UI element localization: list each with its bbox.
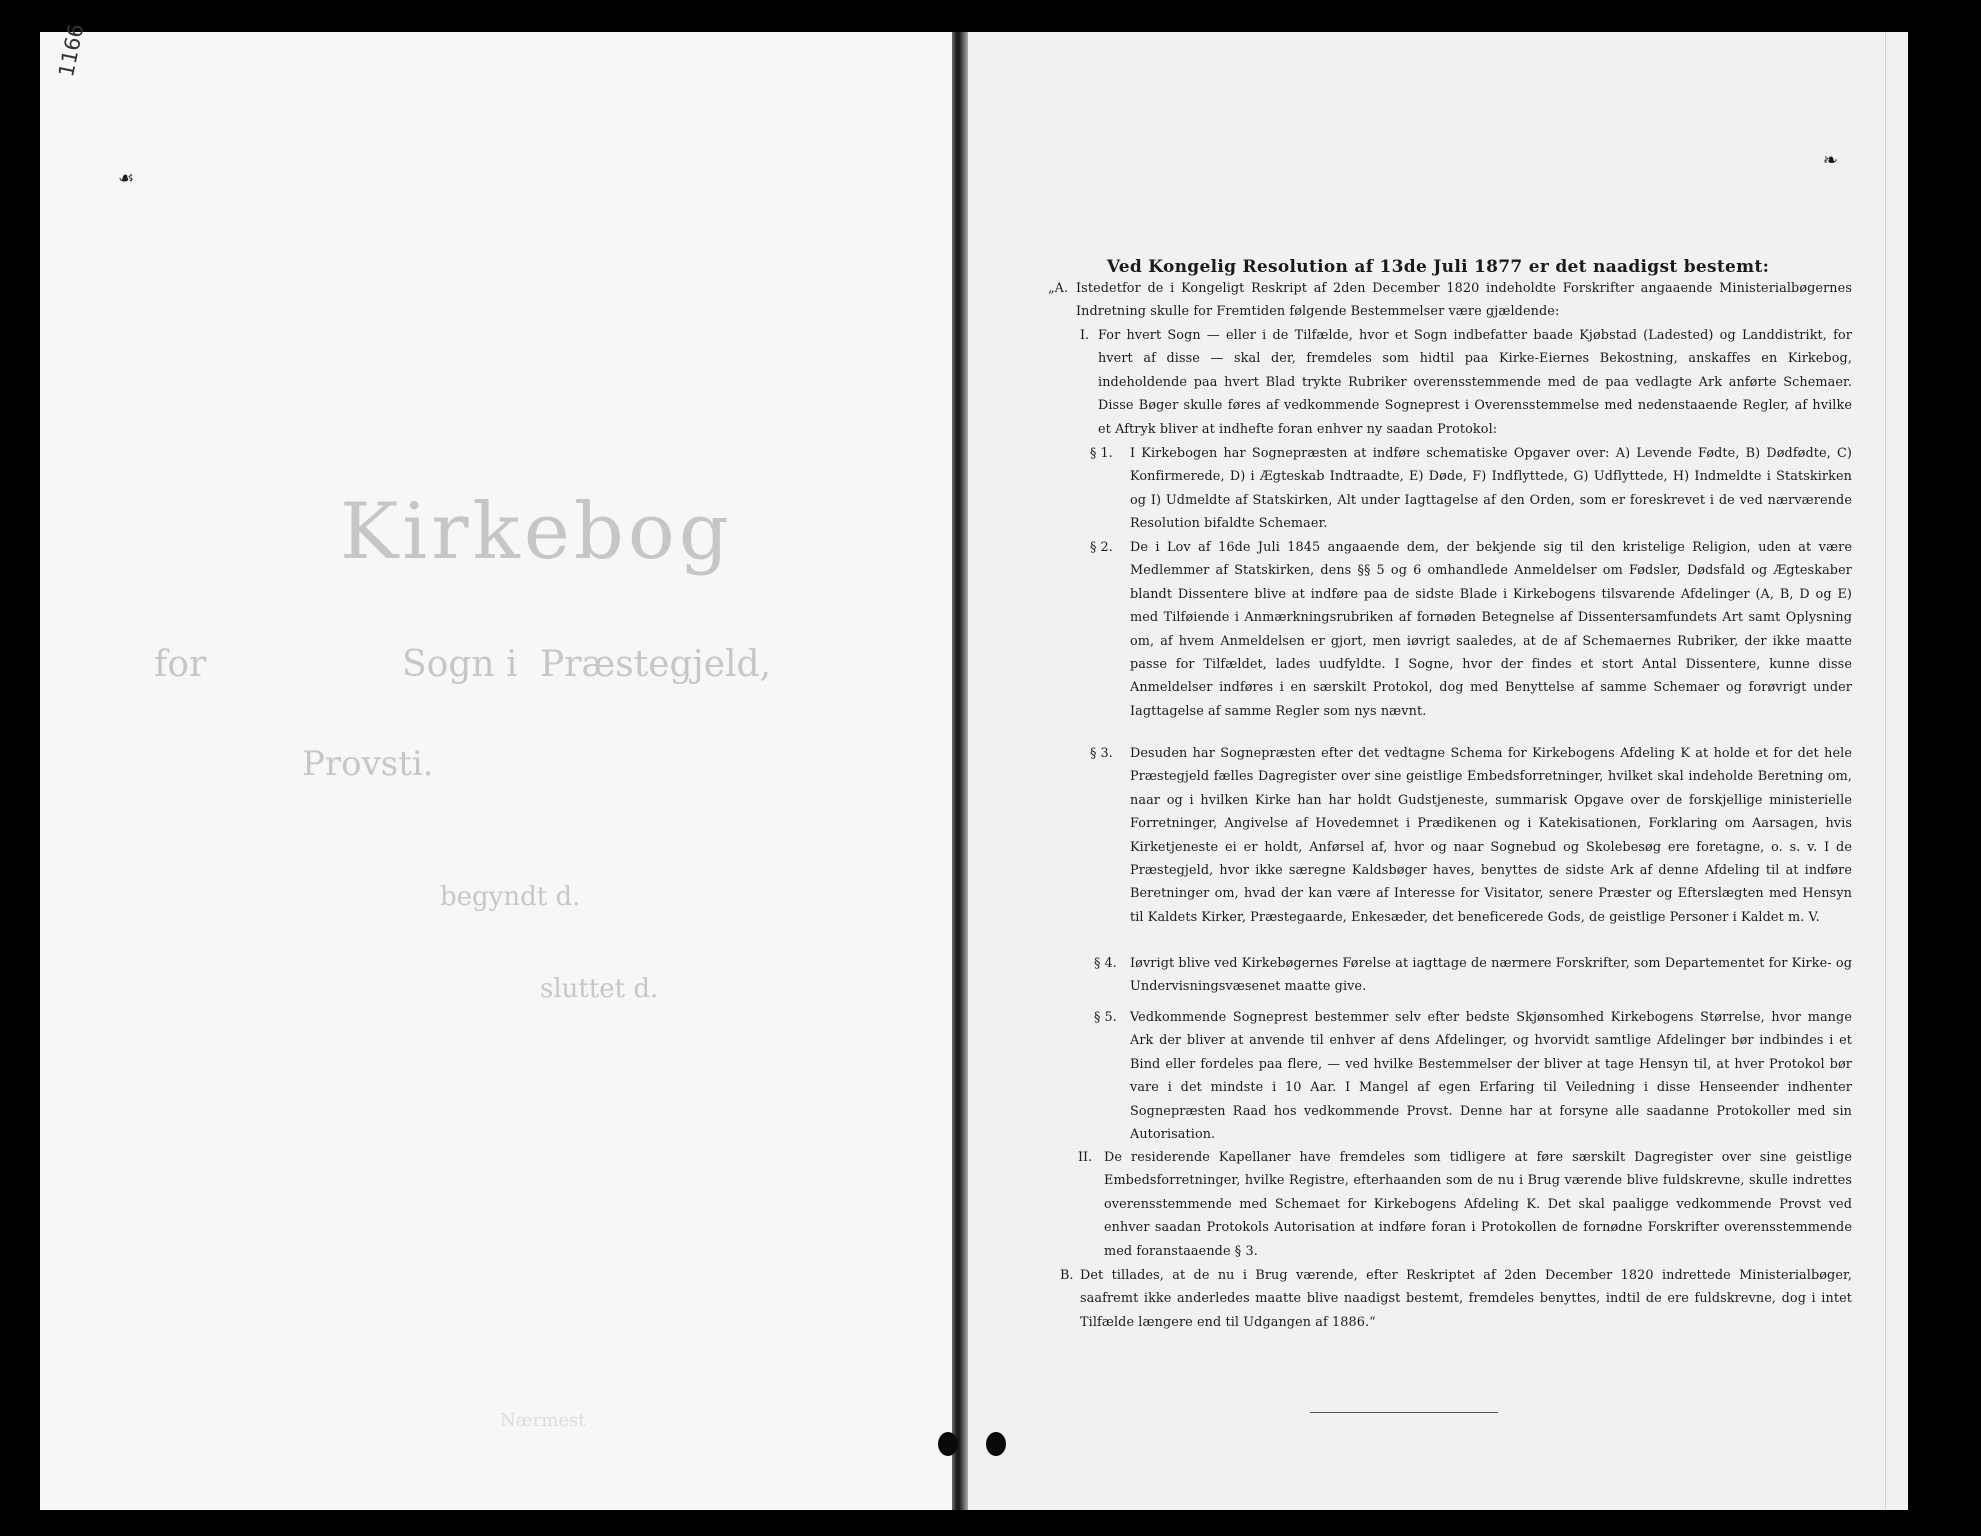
paragraph-1-label: § 1. — [1090, 446, 1113, 461]
paragraph-4-text: Iøvrigt blive ved Kirkebøgernes Førelse at iagttage de nærmere Forskrifter, som Departementet for Kirke- og Undervisningsvæsenet maatte give. — [1130, 956, 1852, 995]
left-page — [40, 21, 952, 1510]
section-a-label: „A. — [1048, 281, 1068, 296]
paragraph-3-label: § 3. — [1090, 746, 1113, 761]
faded-line-provsti: Provsti. — [302, 744, 434, 784]
paragraph-4-label: § 4. — [1094, 956, 1117, 971]
paragraph-2-label: § 2. — [1090, 540, 1113, 555]
paragraph-2-text: De i Lov af 16de Juli 1845 angaaende dem, der bekjende sig til den kristelige Religion, uden at være Medlemmer af Statskirken, dens §§ 5 og 6 omhandlede Anmeldelser om Fødsler, Dødsfald og Ægteskaber blandt Dissentere blive at indføre paa de sidste Blade i Kirkebogens tilsvarende Afdelinger (A, B, D og E) med Tilføiende i Anmærkningsrubriken af fornøden Betegnelse af Dissentersamfundets Art samt Oplysning om, af hvem Anmeldelsen er gjort, men iøvrigt saaledes, at de af Schemaernes Rubriker, der ikke maatte passe for Tilfældet, lades uudfyldte. I Sogne, hvor der findes et stort Antal Dissentere, kunne disse Anmeldelser indføres i en særskilt Protokol, dog med Benyttelse af samme Schemaer og forøvrigt under Iagttagelse af samme Regler som nys nævnt. — [1130, 540, 1852, 719]
section-a-text: Istedetfor de i Kongeligt Reskript af 2den December 1820 indeholdte Forskrifter angaaende Ministerialbøgernes Indretning skulle for Fremtiden følgende Bestemmelser være gjældende: — [1076, 281, 1852, 320]
paragraph-3-text: Desuden har Sognepræsten efter det vedtagne Schema for Kirkebogens Afdeling K at holde et for det hele Præstegjeld fælles Dagregister over sine geistlige Embedsforretninger, hvilket skal indeholde Beretning om, naar og i hvilken Kirke han har holdt Gudstjeneste, summarisk Opgave over de forskjellige ministerielle Forretninger, Angivelse af Hovedemnet i Prædikenen og i Katekisationen, Forklaring om Aarsagen, hvis Kirketjeneste ei er holdt, Anførsel af, hvor og naar Sognebud og Skolebesøg ere foretagne, o. s. v. I de Præstegjeld, hvor ikke særegne Kaldsbøger haves, benyttes de sidste Ark af denne Afdeling til at indføre Beretninger om, hvad der kan være af Interesse for Visitator, senere Præster og Efterslægten med Hensyn til Kaldets Kirker, Præstegaarde, Enkesæder, det beneficerede Gods, de geistlige Personer i Kaldet m. V. — [1130, 746, 1852, 925]
closing-rule — [1310, 1412, 1498, 1413]
ink-mark-icon: ☙ — [118, 168, 135, 189]
section-i-text: For hvert Sogn — eller i de Tilfælde, hvor et Sogn indbefatter baade Kjøbstad (Ladested) og Landdistrikt, for hvert af disse — skal der, fremdeles som hidtil paa Kirke-Eiernes Bekostning, anskaffes en Kirkebog, indeholdende paa hvert Blad trykte Rubriker overensstemmende med de paa vedlagte Ark anførte Schemaer. Disse Bøger skulle føres af vedkommende Sogneprest i Overensstemmelse med nedenstaaende Regler, af hvilke et Aftryk bliver at indhefte foran enhver ny saadan Protokol: — [1098, 328, 1852, 437]
section-ii-label: II. — [1078, 1150, 1093, 1165]
faded-line-for: for — [154, 644, 207, 685]
faded-line-begyndt: begyndt d. — [440, 882, 581, 912]
binding-hole — [986, 1432, 1006, 1456]
paragraph-5-label: § 5. — [1094, 1010, 1117, 1025]
faded-line-praestegjeld: Præstegjeld, — [540, 644, 772, 685]
paragraph-1-text: I Kirkebogen har Sognepræsten at indføre schematiske Opgaver over: A) Levende Fødte, B) Dødfødte, C) Konfirmerede, D) i Ægteskab Indtraadte, E) Døde, F) Indflyttede, G) Udflyttede, H) Indmeldte i Statskirken og I) Udmeldte af Statskirken, Alt under Iagttagelse af den Orden, som er foreskrevet i de ved nærværende Resolution bifaldte Schemaer. — [1130, 446, 1852, 532]
section-b-label: B. — [1060, 1268, 1074, 1283]
section-i-label: I. — [1080, 328, 1090, 343]
resolution-title: Ved Kongelig Resolution af 13de Juli 1877 er det naadigst bestemt: — [1106, 257, 1770, 277]
margin-line — [1885, 32, 1886, 1510]
section-b-text: Det tillades, at de nu i Brug værende, efter Reskriptet af 2den December 1820 indrettede Ministerialbøger, saafremt ikke anderledes maatte blive naadigst bestemt, fremdeles benyttes, indtil de ere fuldskrevne, dog i intet Tilfælde længere end til Udgangen af 1886.“ — [1080, 1268, 1852, 1330]
binding-hole — [938, 1432, 958, 1456]
faded-line-sluttet: sluttet d. — [540, 974, 659, 1004]
faded-footer: Nærmest — [500, 1410, 586, 1431]
right-page — [968, 32, 1908, 1510]
ink-mark-icon: ❧ — [1822, 150, 1838, 171]
handwritten-page-number: 1166 — [54, 21, 89, 79]
section-ii-text: De residerende Kapellaner have fremdeles som tidligere at føre særskilt Dagregister over sine geistlige Embedsforretninger, hvilke Registre, efterhaanden som de nu i Brug værende blive fuldskrevne, skulle indrettes overensstemmende med Schemaet for Kirkebogens Afdeling K. Det skal paaligge vedkommende Provst ved enhver saadan Protokols Autorisation at indføre foran i Protokollen de fornødne Forskrifter overensstemmende med foranstaaende § 3. — [1104, 1150, 1852, 1259]
paragraph-5-text: Vedkommende Sogneprest bestemmer selv efter bedste Skjønsomhed Kirkebogens Størrelse, hvor mange Ark der bliver at anvende til enhver af dens Afdelinger, og hvorvidt samtlige Afdelinger bør indbindes i et Bind eller fordeles paa flere, — ved hvilke Bestemmelser der bliver at tage Hensyn til, at hver Protokol bør vare i det mindste i 10 Aar. I Mangel af egen Erfaring til Veiledning i disse Henseender indhenter Sognepræsten Raad hos vedkommende Provst. Denne har at forsyne alle saadanne Protokoller med sin Autorisation. — [1130, 1010, 1852, 1143]
faded-title: Kirkebog — [340, 487, 733, 577]
faded-line-sogn: Sogn i — [402, 644, 518, 685]
